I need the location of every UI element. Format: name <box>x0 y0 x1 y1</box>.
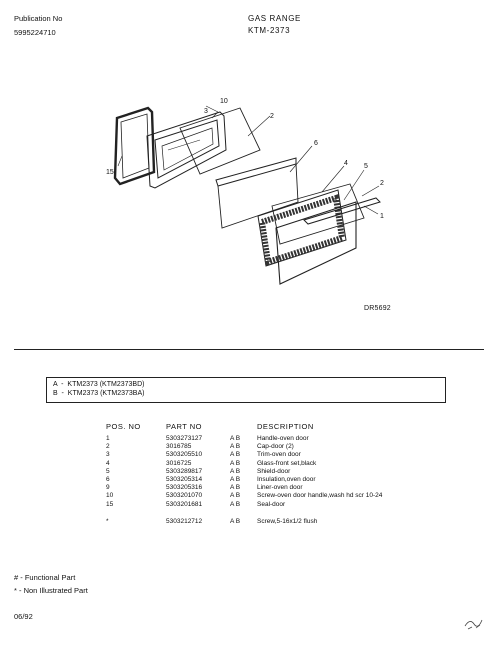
footer-date: 06/92 <box>14 612 33 621</box>
callout-2: 2 <box>270 113 274 120</box>
footnote-non-illustrated: * - Non Illustrated Part <box>14 586 88 595</box>
callout-15: 15 <box>106 169 114 176</box>
door-trim <box>216 158 296 186</box>
footnote-functional: # - Functional Part <box>14 573 76 582</box>
product-title: GAS RANGE <box>248 14 301 23</box>
publication-number: 5995224710 <box>14 28 56 37</box>
door-liner <box>147 112 226 188</box>
section-divider <box>14 349 484 350</box>
header-part: PART NO <box>166 422 203 431</box>
table-row-non-illustrated: * 5303212712 A B Screw,5-16x1/2 flush <box>106 517 318 525</box>
exploded-oven-door-diagram <box>100 88 400 303</box>
model-legend-box <box>46 377 446 403</box>
model-a: A - KTM2373 (KTM2373BD) <box>53 381 145 388</box>
callout-10: 10 <box>220 98 228 105</box>
callout-4: 4 <box>344 160 348 167</box>
callout-3: 3 <box>204 108 208 115</box>
callout-5: 5 <box>364 163 368 170</box>
callout-6: 6 <box>314 140 318 147</box>
model-title: KTM-2373 <box>248 26 291 35</box>
drawing-code: DR5692 <box>364 305 391 312</box>
table-row: 4 3016725 A B Glass-front set,black <box>106 459 317 467</box>
table-row: 15 5303201681 A B Seal-door <box>106 500 286 508</box>
callout-1: 1 <box>380 213 384 220</box>
publication-label: Publication No <box>14 14 63 23</box>
corner-mark-icon <box>462 612 486 632</box>
table-row: 1 5303273127 A B Handle-oven door <box>106 435 309 442</box>
table-row: 3 5303205510 A B Trim-oven door <box>106 451 301 459</box>
table-row: 10 5303201070 A B Screw-oven door handle,wash hd scr 10-24 <box>106 492 383 500</box>
table-row: 9 5303205316 A B Liner-oven door <box>106 484 303 492</box>
inner-panel <box>180 108 260 174</box>
table-row: 6 5303205314 A B Insulation,oven door <box>106 476 316 484</box>
callout-2b: 2 <box>380 180 384 187</box>
model-b: B - KTM2373 (KTM2373BA) <box>53 390 145 397</box>
table-header <box>106 422 437 435</box>
header-models <box>230 422 257 435</box>
header-desc: DESCRIPTION <box>257 422 314 431</box>
header-pos: POS. NO <box>106 422 141 431</box>
table-row: 5 5303289817 A B Shield-door <box>106 467 291 475</box>
parts-table <box>106 422 437 526</box>
table-row: 2 3016785 A B Cap-door (2) <box>106 443 294 451</box>
